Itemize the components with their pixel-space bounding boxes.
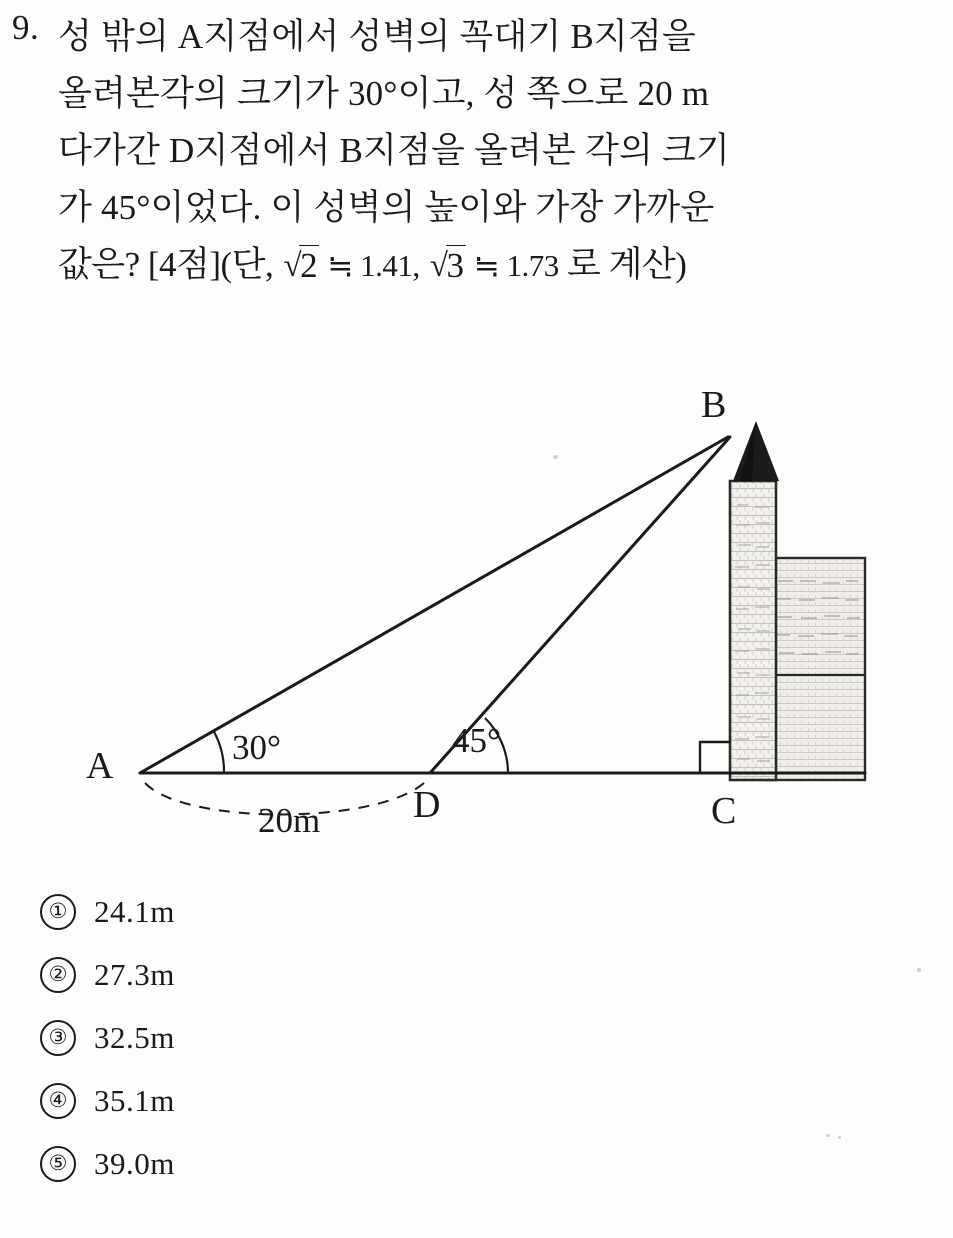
question-number: 9. bbox=[12, 8, 40, 47]
scan-speck bbox=[826, 1134, 830, 1137]
choice-3[interactable] bbox=[40, 1006, 540, 1069]
question-line-5 bbox=[58, 236, 948, 295]
sqrt-2: √2 bbox=[283, 246, 318, 285]
question-line-1 bbox=[58, 8, 948, 65]
choice-5-marker: ⑤ bbox=[40, 1146, 76, 1182]
sqrt-3: √3 bbox=[429, 246, 464, 285]
question-text bbox=[58, 8, 948, 295]
castle-tower bbox=[730, 421, 779, 780]
label-angle-a: 30° bbox=[232, 728, 281, 767]
question-line-3-text: 다가간 D지점에서 B지점을 올려본 각의 크기 bbox=[58, 131, 730, 170]
right-angle-mark bbox=[700, 742, 731, 773]
sqrt-2-approx: ≒ 1.41, bbox=[327, 248, 420, 283]
choice-4-marker: ④ bbox=[40, 1083, 76, 1119]
question-line-5-suffix: 로 계산) bbox=[567, 245, 687, 284]
sqrt-3-radicand: 3 bbox=[446, 246, 464, 285]
sqrt-2-radicand: 2 bbox=[300, 246, 318, 285]
label-D: D bbox=[413, 784, 441, 826]
scan-speck bbox=[553, 455, 558, 459]
scan-speck bbox=[838, 1136, 841, 1139]
label-distance: 20m bbox=[258, 801, 321, 840]
choice-2-marker: ② bbox=[40, 957, 76, 993]
choice-2-text: 27.3m bbox=[94, 956, 175, 992]
choice-5-text: 39.0m bbox=[94, 1145, 175, 1181]
choice-3-text: 32.5m bbox=[94, 1019, 175, 1055]
sqrt-3-approx: ≒ 1.73 bbox=[473, 248, 559, 283]
label-angle-d: 45° bbox=[452, 721, 501, 760]
label-C: C bbox=[711, 790, 737, 832]
choice-3-marker: ③ bbox=[40, 1020, 76, 1056]
choice-1[interactable] bbox=[40, 880, 540, 943]
choice-1-text: 24.1m bbox=[94, 893, 175, 929]
label-B: B bbox=[701, 385, 727, 426]
scan-speck bbox=[917, 968, 921, 972]
question-line-2-text: 올려본각의 크기가 30°이고, 성 쪽으로 20 m bbox=[58, 74, 710, 113]
answer-choices bbox=[40, 880, 540, 1195]
choice-1-marker: ① bbox=[40, 894, 76, 930]
label-A: A bbox=[86, 745, 114, 787]
question-line-4 bbox=[58, 179, 948, 236]
geometry-figure bbox=[0, 385, 953, 855]
question-line-5-prefix: 값은? [4점](단, bbox=[58, 245, 274, 284]
choice-5[interactable] bbox=[40, 1132, 540, 1195]
choice-2[interactable] bbox=[40, 943, 540, 1006]
choice-4[interactable] bbox=[40, 1069, 540, 1132]
question-line-4-text: 가 45°이었다. 이 성벽의 높이와 가장 가까운 bbox=[58, 188, 715, 227]
question-line-2 bbox=[58, 65, 948, 122]
angle-arc-a bbox=[213, 730, 224, 773]
question-line-3 bbox=[58, 122, 948, 179]
question-line-1-text: 성 밖의 A지점에서 성벽의 꼭대기 B지점을 bbox=[58, 17, 696, 56]
castle-wall-right bbox=[765, 558, 865, 780]
choice-4-text: 35.1m bbox=[94, 1082, 175, 1118]
